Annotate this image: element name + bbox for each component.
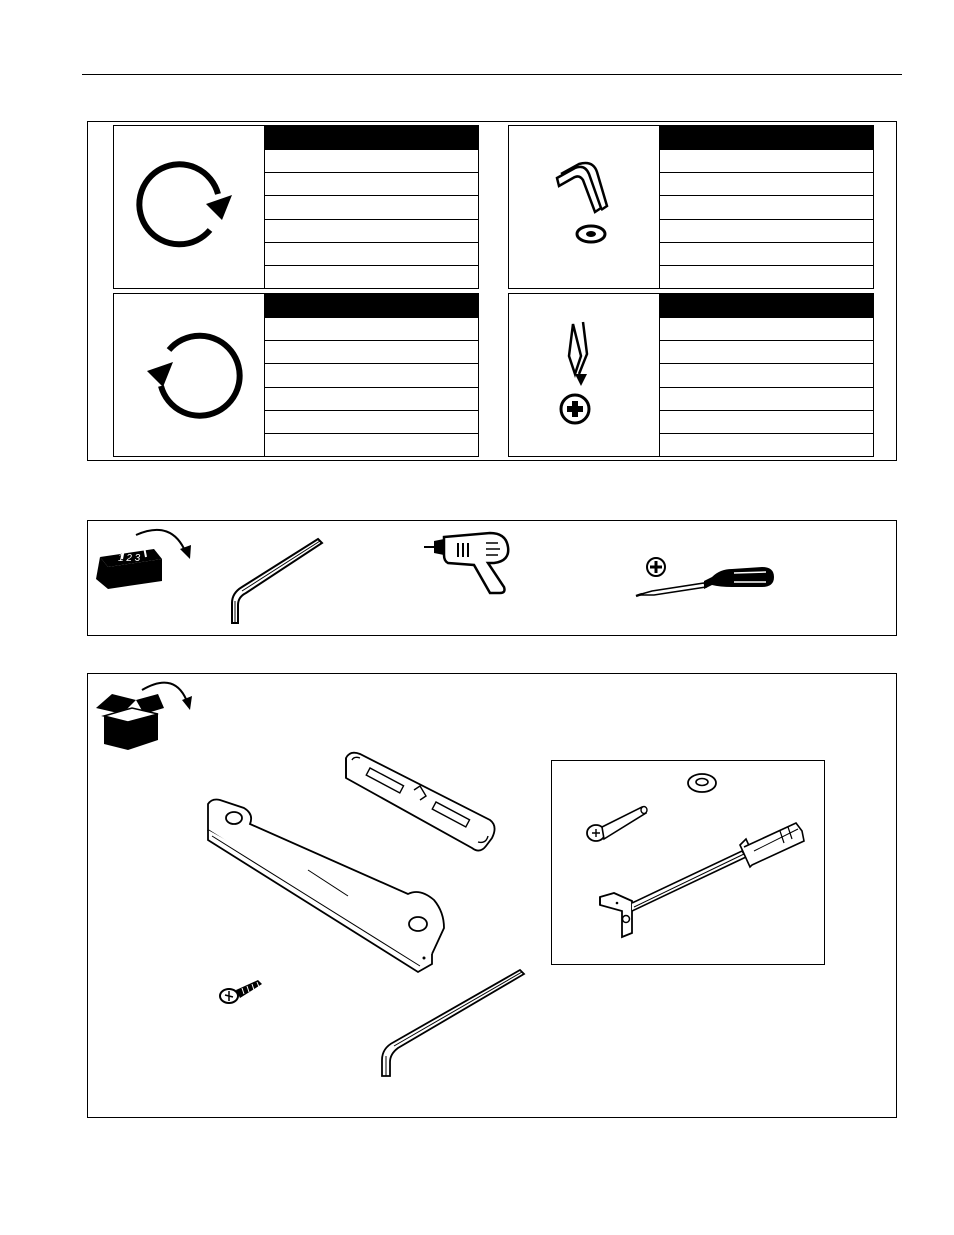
hex-key-icon bbox=[216, 531, 336, 631]
table-row bbox=[265, 195, 478, 218]
table-row bbox=[660, 149, 873, 172]
tools-required-frame bbox=[87, 520, 897, 636]
panel-table bbox=[660, 126, 873, 288]
rotate-clockwise-icon bbox=[114, 126, 265, 288]
phillips-bit-screw-icon bbox=[509, 294, 660, 456]
table-row bbox=[660, 265, 873, 288]
table-row bbox=[265, 265, 478, 288]
table-row bbox=[265, 340, 478, 363]
panel-icon-cell bbox=[114, 126, 265, 288]
panel-icon-cell bbox=[509, 126, 660, 288]
table-row bbox=[265, 433, 478, 456]
table-row bbox=[265, 219, 478, 242]
panel-counterclockwise bbox=[113, 293, 479, 457]
hex-key-washer-icon bbox=[509, 126, 660, 288]
phillips-screwdriver-icon bbox=[634, 555, 784, 615]
table-row bbox=[660, 242, 873, 265]
table-row bbox=[660, 172, 873, 195]
table-header bbox=[660, 126, 873, 149]
washer-icon bbox=[682, 771, 722, 795]
panel-table bbox=[265, 126, 478, 288]
table-row bbox=[660, 195, 873, 218]
table-row bbox=[265, 387, 478, 410]
table-row bbox=[265, 242, 478, 265]
panel-hex-key bbox=[508, 125, 874, 289]
machine-screw-icon bbox=[218, 974, 268, 1010]
toolbox-label: 1 2 3 bbox=[118, 553, 141, 564]
table-row bbox=[265, 363, 478, 386]
table-row bbox=[265, 410, 478, 433]
slotted-bracket-icon bbox=[340, 750, 510, 860]
panel-icon-cell bbox=[509, 294, 660, 456]
table-header bbox=[265, 126, 478, 149]
table-row bbox=[660, 387, 873, 410]
parts-included-frame bbox=[87, 673, 897, 1118]
table-row bbox=[660, 219, 873, 242]
torque-table-frame bbox=[87, 121, 897, 461]
table-row bbox=[660, 363, 873, 386]
rotate-counterclockwise-icon bbox=[114, 294, 265, 456]
hex-key-icon bbox=[374, 968, 534, 1088]
panel-table bbox=[660, 294, 873, 456]
toolbox-icon bbox=[92, 527, 202, 607]
panel-clockwise bbox=[113, 125, 479, 289]
table-header bbox=[660, 294, 873, 317]
panel-table bbox=[265, 294, 478, 456]
hardware-inset bbox=[551, 760, 825, 965]
panel-phillips bbox=[508, 293, 874, 457]
power-drill-icon bbox=[418, 525, 528, 605]
table-row bbox=[265, 149, 478, 172]
table-row bbox=[660, 410, 873, 433]
table-row bbox=[660, 317, 873, 340]
adjustment-rod-icon bbox=[592, 821, 822, 951]
table-row bbox=[660, 340, 873, 363]
table-header bbox=[265, 294, 478, 317]
panel-icon-cell bbox=[114, 294, 265, 456]
header-rule bbox=[82, 74, 902, 75]
box-icon bbox=[92, 674, 202, 754]
table-row bbox=[265, 172, 478, 195]
table-row bbox=[660, 433, 873, 456]
table-row bbox=[265, 317, 478, 340]
